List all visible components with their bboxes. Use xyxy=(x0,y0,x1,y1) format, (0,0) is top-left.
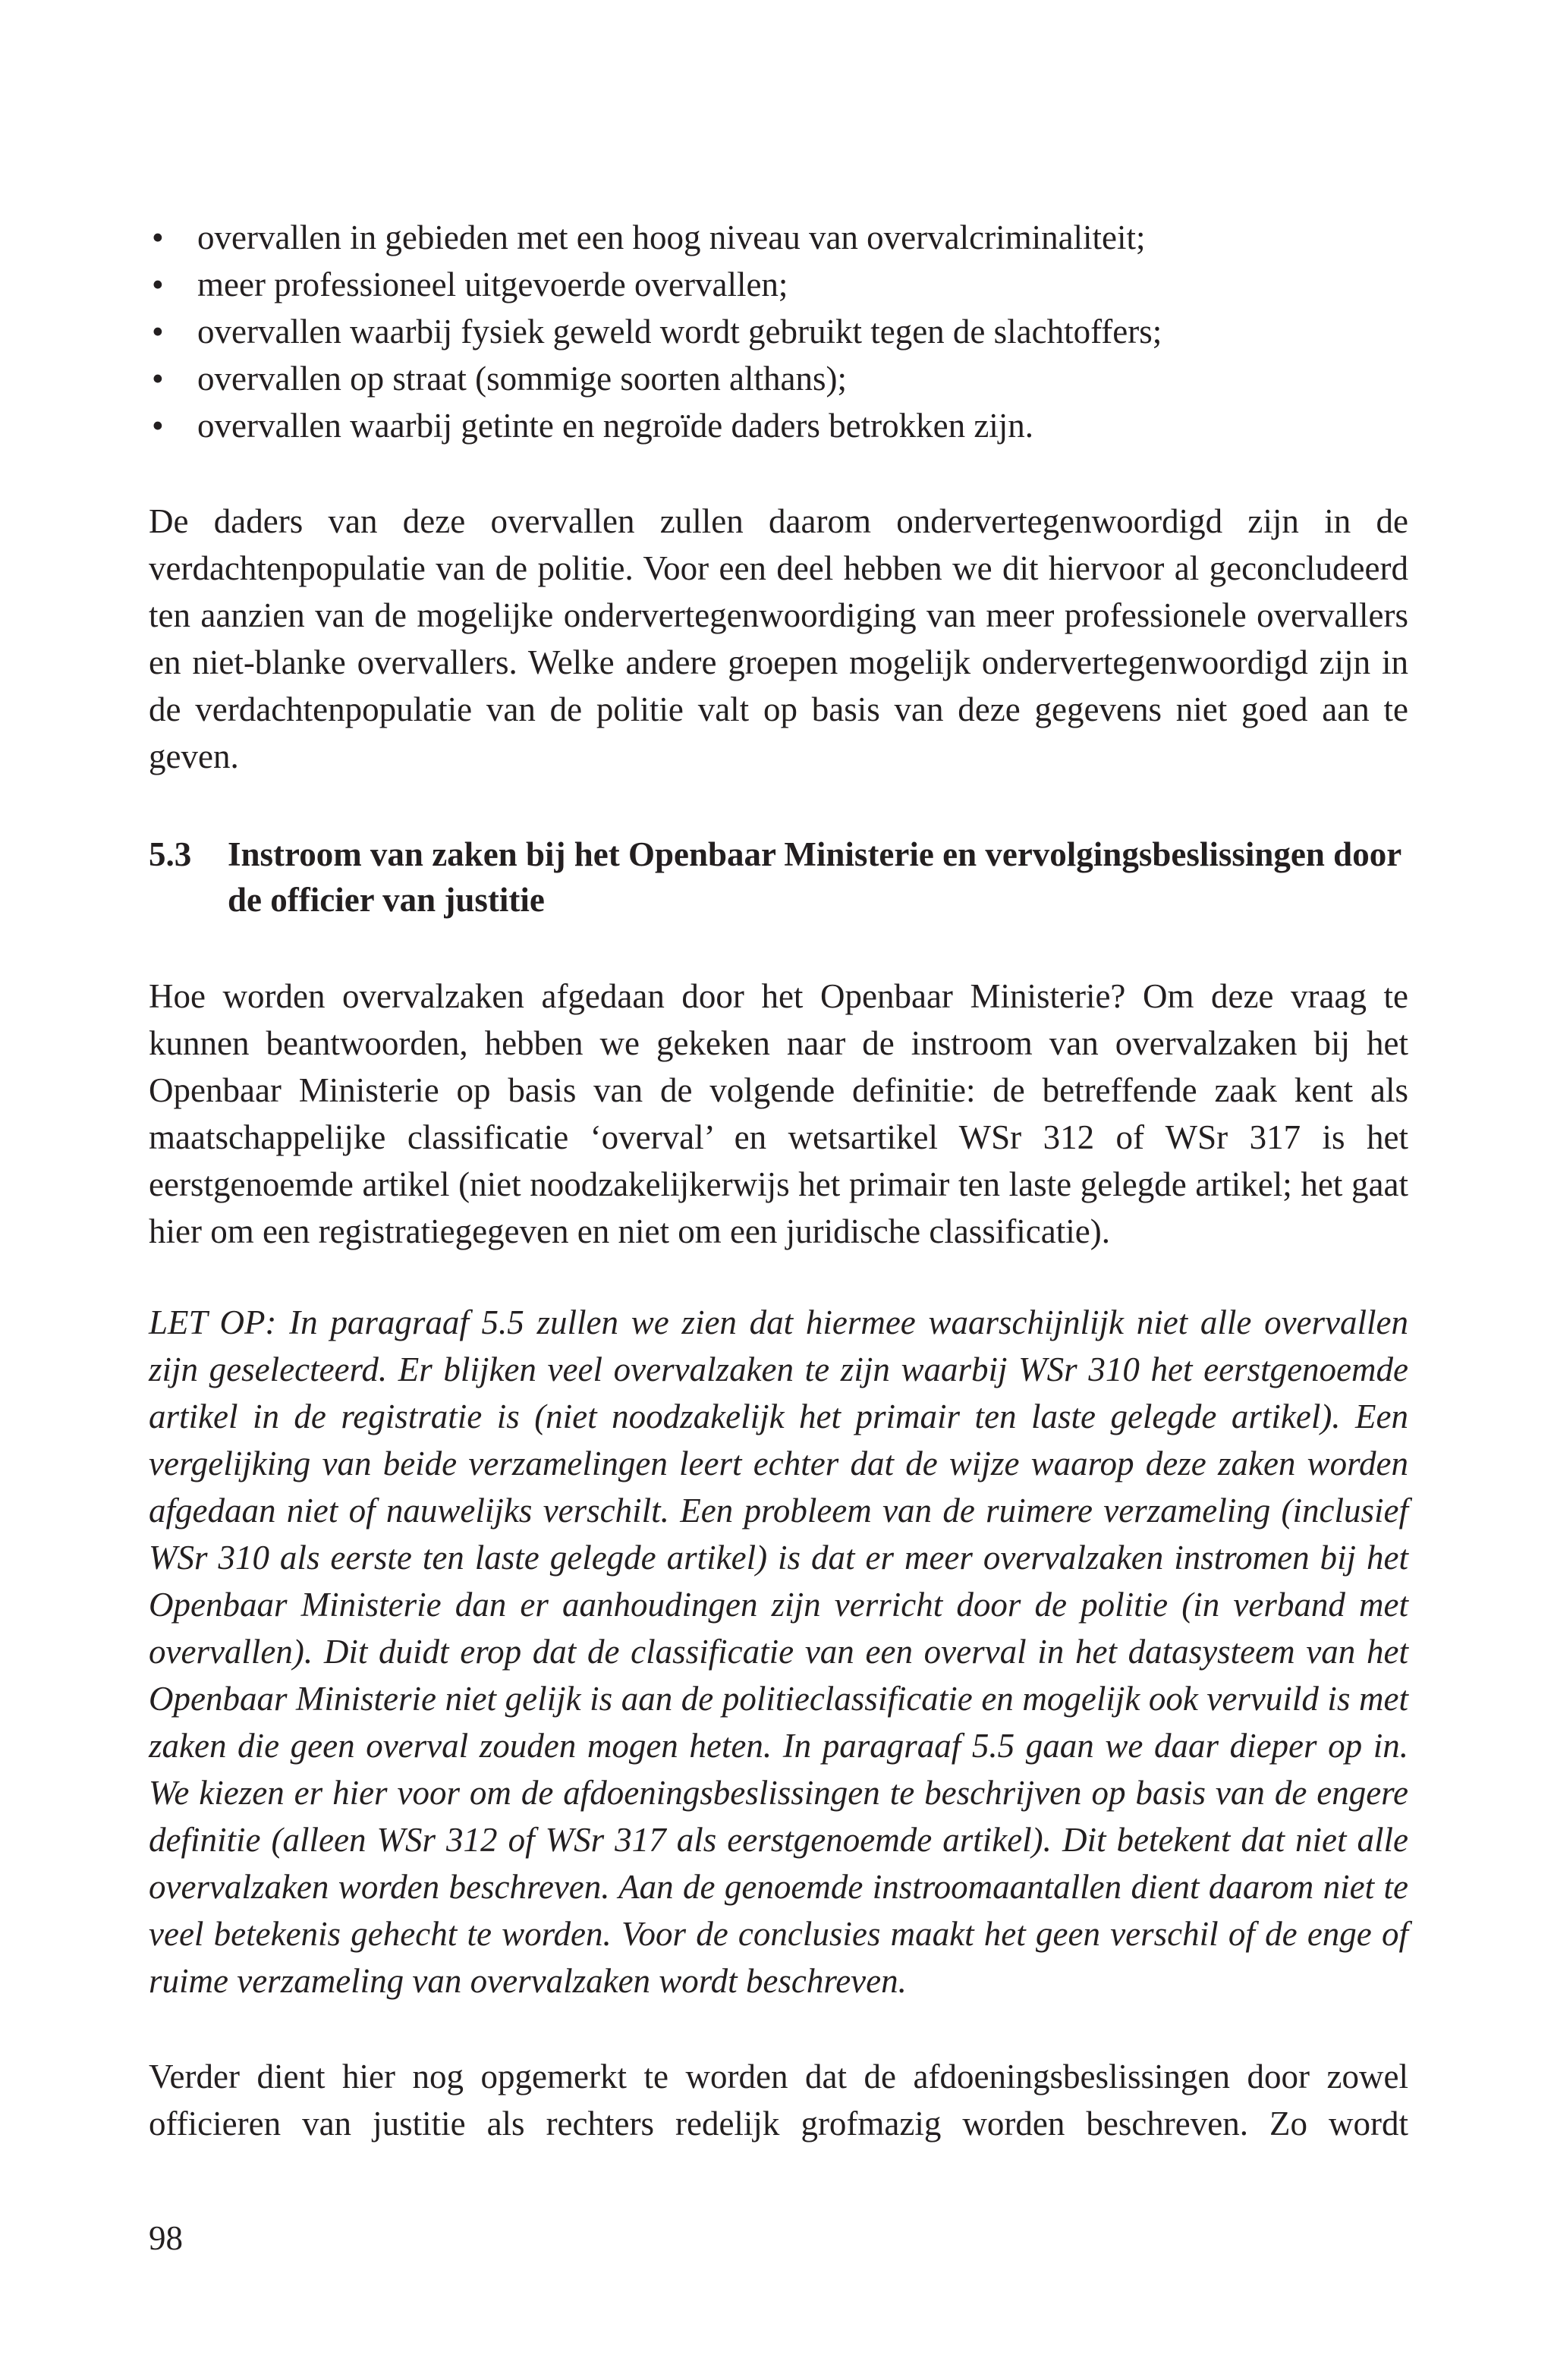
list-item xyxy=(149,308,1408,355)
bullet-icon: • xyxy=(152,313,164,351)
bullet-text: overvallen op straat (sommige soorten althans); xyxy=(197,360,848,398)
paragraph-daders xyxy=(149,498,1408,780)
paragraph-instroom xyxy=(149,973,1408,1255)
bullet-text: meer professioneel uitgevoerde overvallen; xyxy=(197,266,788,303)
paragraph-text: Hoe worden overvalzaken afgedaan door het Openbaar Ministerie? Om deze vraag te kunnen beantwoorden, hebben we gekeken naar de instroom van overvalzaken bij het Openbaar Ministerie op basis van de volgende definitie: de betreffende zaak kent als maatschappelijke classificatie ‘overval’ en wetsartikel WSr 312 of WSr 317 is het eerstgenoemde artikel (niet noodzakelijkerwijs het primair ten laste gelegde artikel; het gaat hier om een registratiegegeven en niet om een juridische classificatie). xyxy=(149,977,1408,1250)
note-text: LET OP: In paragraaf 5.5 zullen we zien dat hiermee waarschijnlijk niet alle overvallen zijn geselecteerd. Er blijken veel overvalzaken te zijn waarbij WSr 310 het eerstgenoemde artikel in de registratie is (niet noodzakelijk het primair ten laste gelegde artikel). Een vergelijking van beide verzamelingen leert echter dat de wijze waarop deze zaken worden afgedaan niet of nauwelijks verschilt. Een probleem van de ruimere verzameling (inclusief WSr 310 als eerste ten laste gelegde artikel) is dat er meer overvalzaken instromen bij het Openbaar Ministerie dan er aanhoudingen zijn verricht door de politie (in verband met overvallen). Dit duidt erop dat de classificatie van een overval in het datasysteem van het Openbaar Ministerie niet gelijk is aan de politieclassificatie en mogelijk ook vervuild is met zaken die geen overval zouden mogen heten. In paragraaf 5.5 gaan we daar dieper op in. We kiezen er hier voor om de afdoeningsbeslissingen te beschrijven op basis van de engere definitie (alleen WSr 312 of WSr 317 als eerstgenoemde artikel). Dit betekent dat niet alle overvalzaken worden beschreven. Aan de genoemde instroomaantallen dient daarom niet te veel betekenis gehecht te worden. Voor de conclusies maakt het geen verschil of de enge of ruime verzameling van overvalzaken wordt beschreven. xyxy=(149,1303,1408,2000)
bullet-icon: • xyxy=(152,360,164,398)
list-item xyxy=(149,355,1408,402)
section-number: 5.3 xyxy=(149,835,192,873)
page-number: 98 xyxy=(149,2219,183,2257)
bullet-icon: • xyxy=(152,266,164,303)
bullet-icon: • xyxy=(152,407,164,445)
bullet-text: overvallen waarbij getinte en negroïde daders betrokken zijn. xyxy=(197,407,1034,445)
bullet-icon: • xyxy=(152,219,164,256)
list-item xyxy=(149,214,1408,261)
section-heading xyxy=(149,832,1408,923)
paragraph-verder xyxy=(149,2053,1408,2147)
paragraph-text: De daders van deze overvallen zullen daarom ondervertegenwoordigd zijn in de verdachtenpopulatie van de politie. Voor een deel hebben we dit hiervoor al geconcludeerd ten aanzien van de mogelijke ondervertegenwoordiging van meer professionele overvallers en niet-blanke overvallers. Welke andere groepen mogelijk ondervertegenwoordigd zijn in de verdachtenpopulatie van de politie valt op basis van deze gegevens niet goed aan te geven. xyxy=(149,502,1408,775)
paragraph-text: Verder dient hier nog opgemerkt te worden dat de afdoeningsbeslissingen door zowel officieren van justitie als rechters redelijk grofmazig worden beschreven. Zo wordt xyxy=(149,2058,1408,2143)
section-title: Instroom van zaken bij het Openbaar Ministerie en vervolgingsbeslissingen door de officier van justitie xyxy=(228,835,1401,919)
list-item xyxy=(149,261,1408,308)
list-item xyxy=(149,402,1408,449)
note-let-op xyxy=(149,1299,1408,2004)
bullet-text: overvallen waarbij fysiek geweld wordt gebruikt tegen de slachtoffers; xyxy=(197,313,1162,351)
bullet-list xyxy=(149,214,1408,449)
bullet-text: overvallen in gebieden met een hoog niveau van overvalcriminaliteit; xyxy=(197,219,1146,256)
